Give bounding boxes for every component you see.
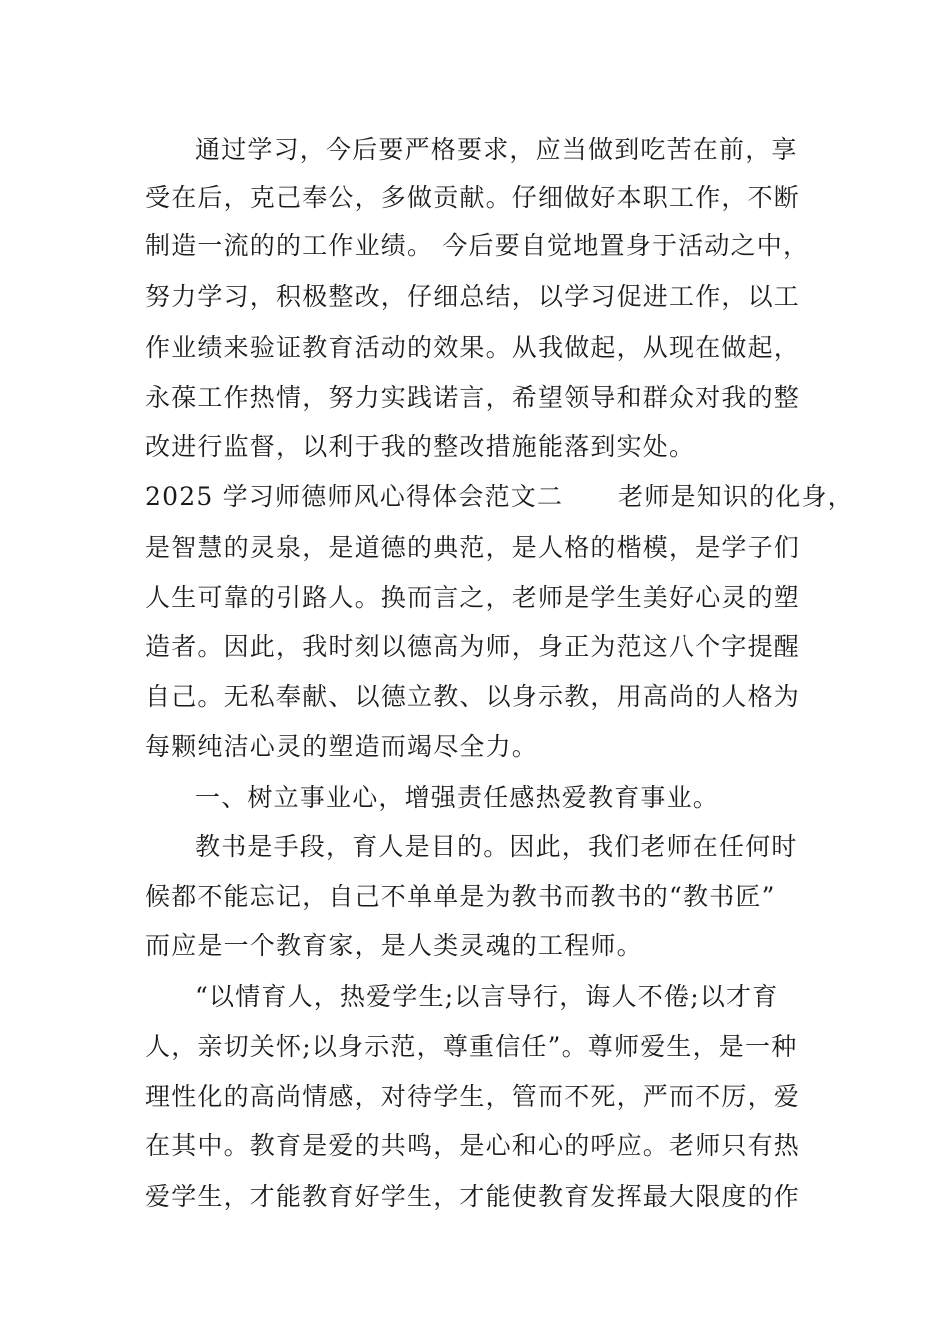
text-line: 爱学生，才能教育好学生，才能使教育发挥最大限度的作 [145, 1182, 801, 1211]
text-line: 而应是一个教育家，是人类灵魂的工程师。 [145, 931, 643, 960]
text-line: 教书是手段，育人是目的。因此，我们老师在任何时 [195, 832, 798, 861]
text-line: “以情育人，热爱学生;以言导行，诲人不倦;以才育 [195, 982, 779, 1011]
text-line: 受在后，克己奉公，多做贡献。仔细做好本职工作，不断 [145, 183, 801, 212]
text-line: 永葆工作热情，努力实践诺言，希望领导和群众对我的整 [145, 383, 801, 412]
text-line: 理性化的高尚情感，对待学生，管而不死，严而不厉，爱 [145, 1082, 801, 1111]
section-heading-line: 2025 学习师德师风心得体会范文二 老师是知识的化身， [145, 482, 854, 511]
text-line: 人生可靠的引路人。换而言之，老师是学生美好心灵的塑 [145, 583, 801, 612]
text-line: 是智慧的灵泉，是道德的典范，是人格的楷模，是学子们 [145, 533, 801, 562]
text-line: 人，亲切关怀;以身示范，尊重信任”。尊师爱生，是一种 [145, 1032, 798, 1061]
text-line: 制造一流的的工作业绩。 今后要自觉地置身于活动之中， [145, 231, 810, 260]
text-line: 改进行监督，以利于我的整改措施能落到实处。 [145, 432, 696, 461]
subheading-line: 一、树立事业心，增强责任感热爱教育事业。 [195, 783, 720, 812]
text-line: 每颗纯洁心灵的塑造而竭尽全力。 [145, 732, 539, 761]
text-line: 努力学习，积极整改，仔细总结，以学习促进工作，以工 [145, 282, 801, 311]
text-line: 自己。无私奉献、以德立教、以身示教，用高尚的人格为 [145, 682, 801, 711]
text-line: 候都不能忘记，自己不单单是为教书而教书的“教书匠” [145, 882, 776, 911]
text-line: 通过学习，今后要严格要求，应当做到吃苦在前，享 [195, 135, 798, 164]
text-line: 造者。因此，我时刻以德高为师，身正为范这八个字提醒 [145, 632, 801, 661]
text-line: 作业绩来验证教育活动的效果。从我做起，从现在做起， [145, 333, 801, 362]
text-line: 在其中。教育是爱的共鸣，是心和心的呼应。老师只有热 [145, 1131, 801, 1160]
